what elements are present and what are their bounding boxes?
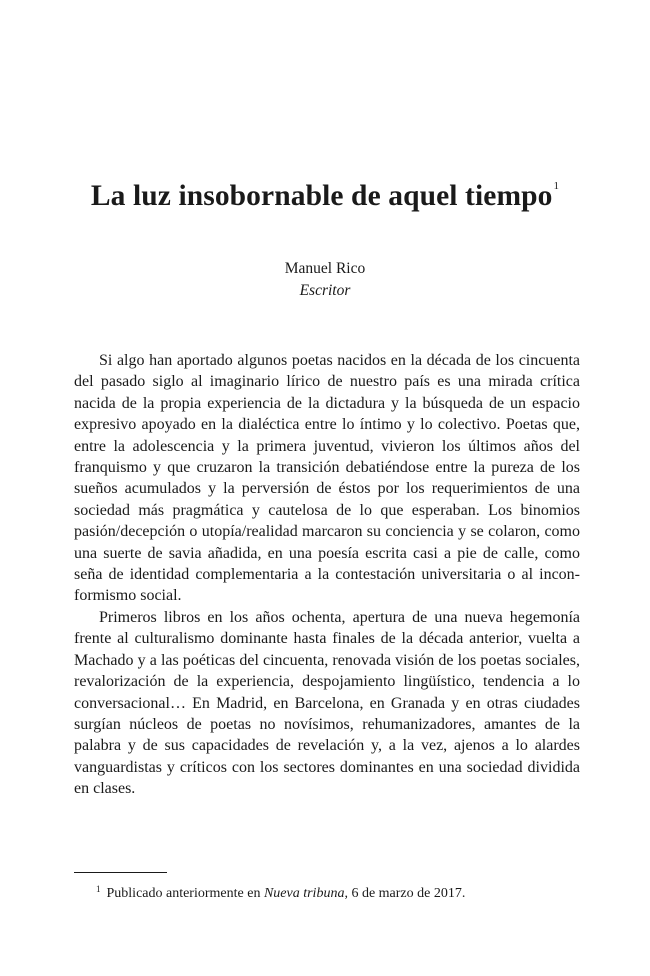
footnote-divider <box>74 872 167 873</box>
footnote-ref[interactable]: 1 <box>553 180 560 192</box>
author-role: Escritor <box>299 282 351 299</box>
author-block <box>0 258 650 302</box>
footnote-number: 1 <box>96 884 101 894</box>
article-body <box>74 350 580 800</box>
paragraph-1: Si algo han aportado algunos poetas nacidos en la década de los cincuenta del pasado siglo al imaginario lírico de nuestro país es una mirada crítica nacida de la propia experiencia de la dictadura y la búsqueda de un espacio expresivo apoyado en la dialéctica entre lo íntimo y lo colectivo. Poetas que, entre la adolescencia y la primera juventud, vivieron los últimos años del franquismo y que cruzaron la transición debatiéndose entre la pureza de los sueños acumulados y la perversión de éstos por los requerimientos de una sociedad más pragmática y cautelosa de lo que esperaban. Los binomios pasión/decepción o utopía/realidad marcaron su conciencia y se colaron, como una suerte de savia añadida, en una poesía escrita casi a pie de calle, como seña de identidad complementaria a la contestación universitaria o al inconformismo social. <box>74 352 580 605</box>
paragraph-2: Primeros libros en los años ochenta, apertura de una nueva hegemonía frente al culturalismo dominante hasta finales de la década anterior, vuelta a Machado y a las poéticas del cincuenta, renovada visión de los poetas sociales, revalorización de la experiencia, despojamiento lingüístico, tendencia a lo conversacional… En Madrid, en Barcelona, en Granada y en otras ciudades surgían núcleos de poetas no novísimos, rehumanizadores, amantes de la palabra y de sus capacidades de revelación y, a la vez, ajenos a lo alardes vanguardistas y críticos con los sectores dominantes en una sociedad dividida en clases. <box>74 608 580 798</box>
article-title <box>0 180 650 213</box>
footnote-text-after: , 6 de marzo de 2017. <box>344 886 466 901</box>
footnote-text-before: Publicado anteriormente en <box>106 886 264 901</box>
footnote-source: Nueva tribuna <box>263 886 345 901</box>
author-name: Manuel Rico <box>284 260 366 277</box>
footnote <box>96 880 576 903</box>
title-text: La luz insobornable de aquel tiempo <box>90 180 553 212</box>
